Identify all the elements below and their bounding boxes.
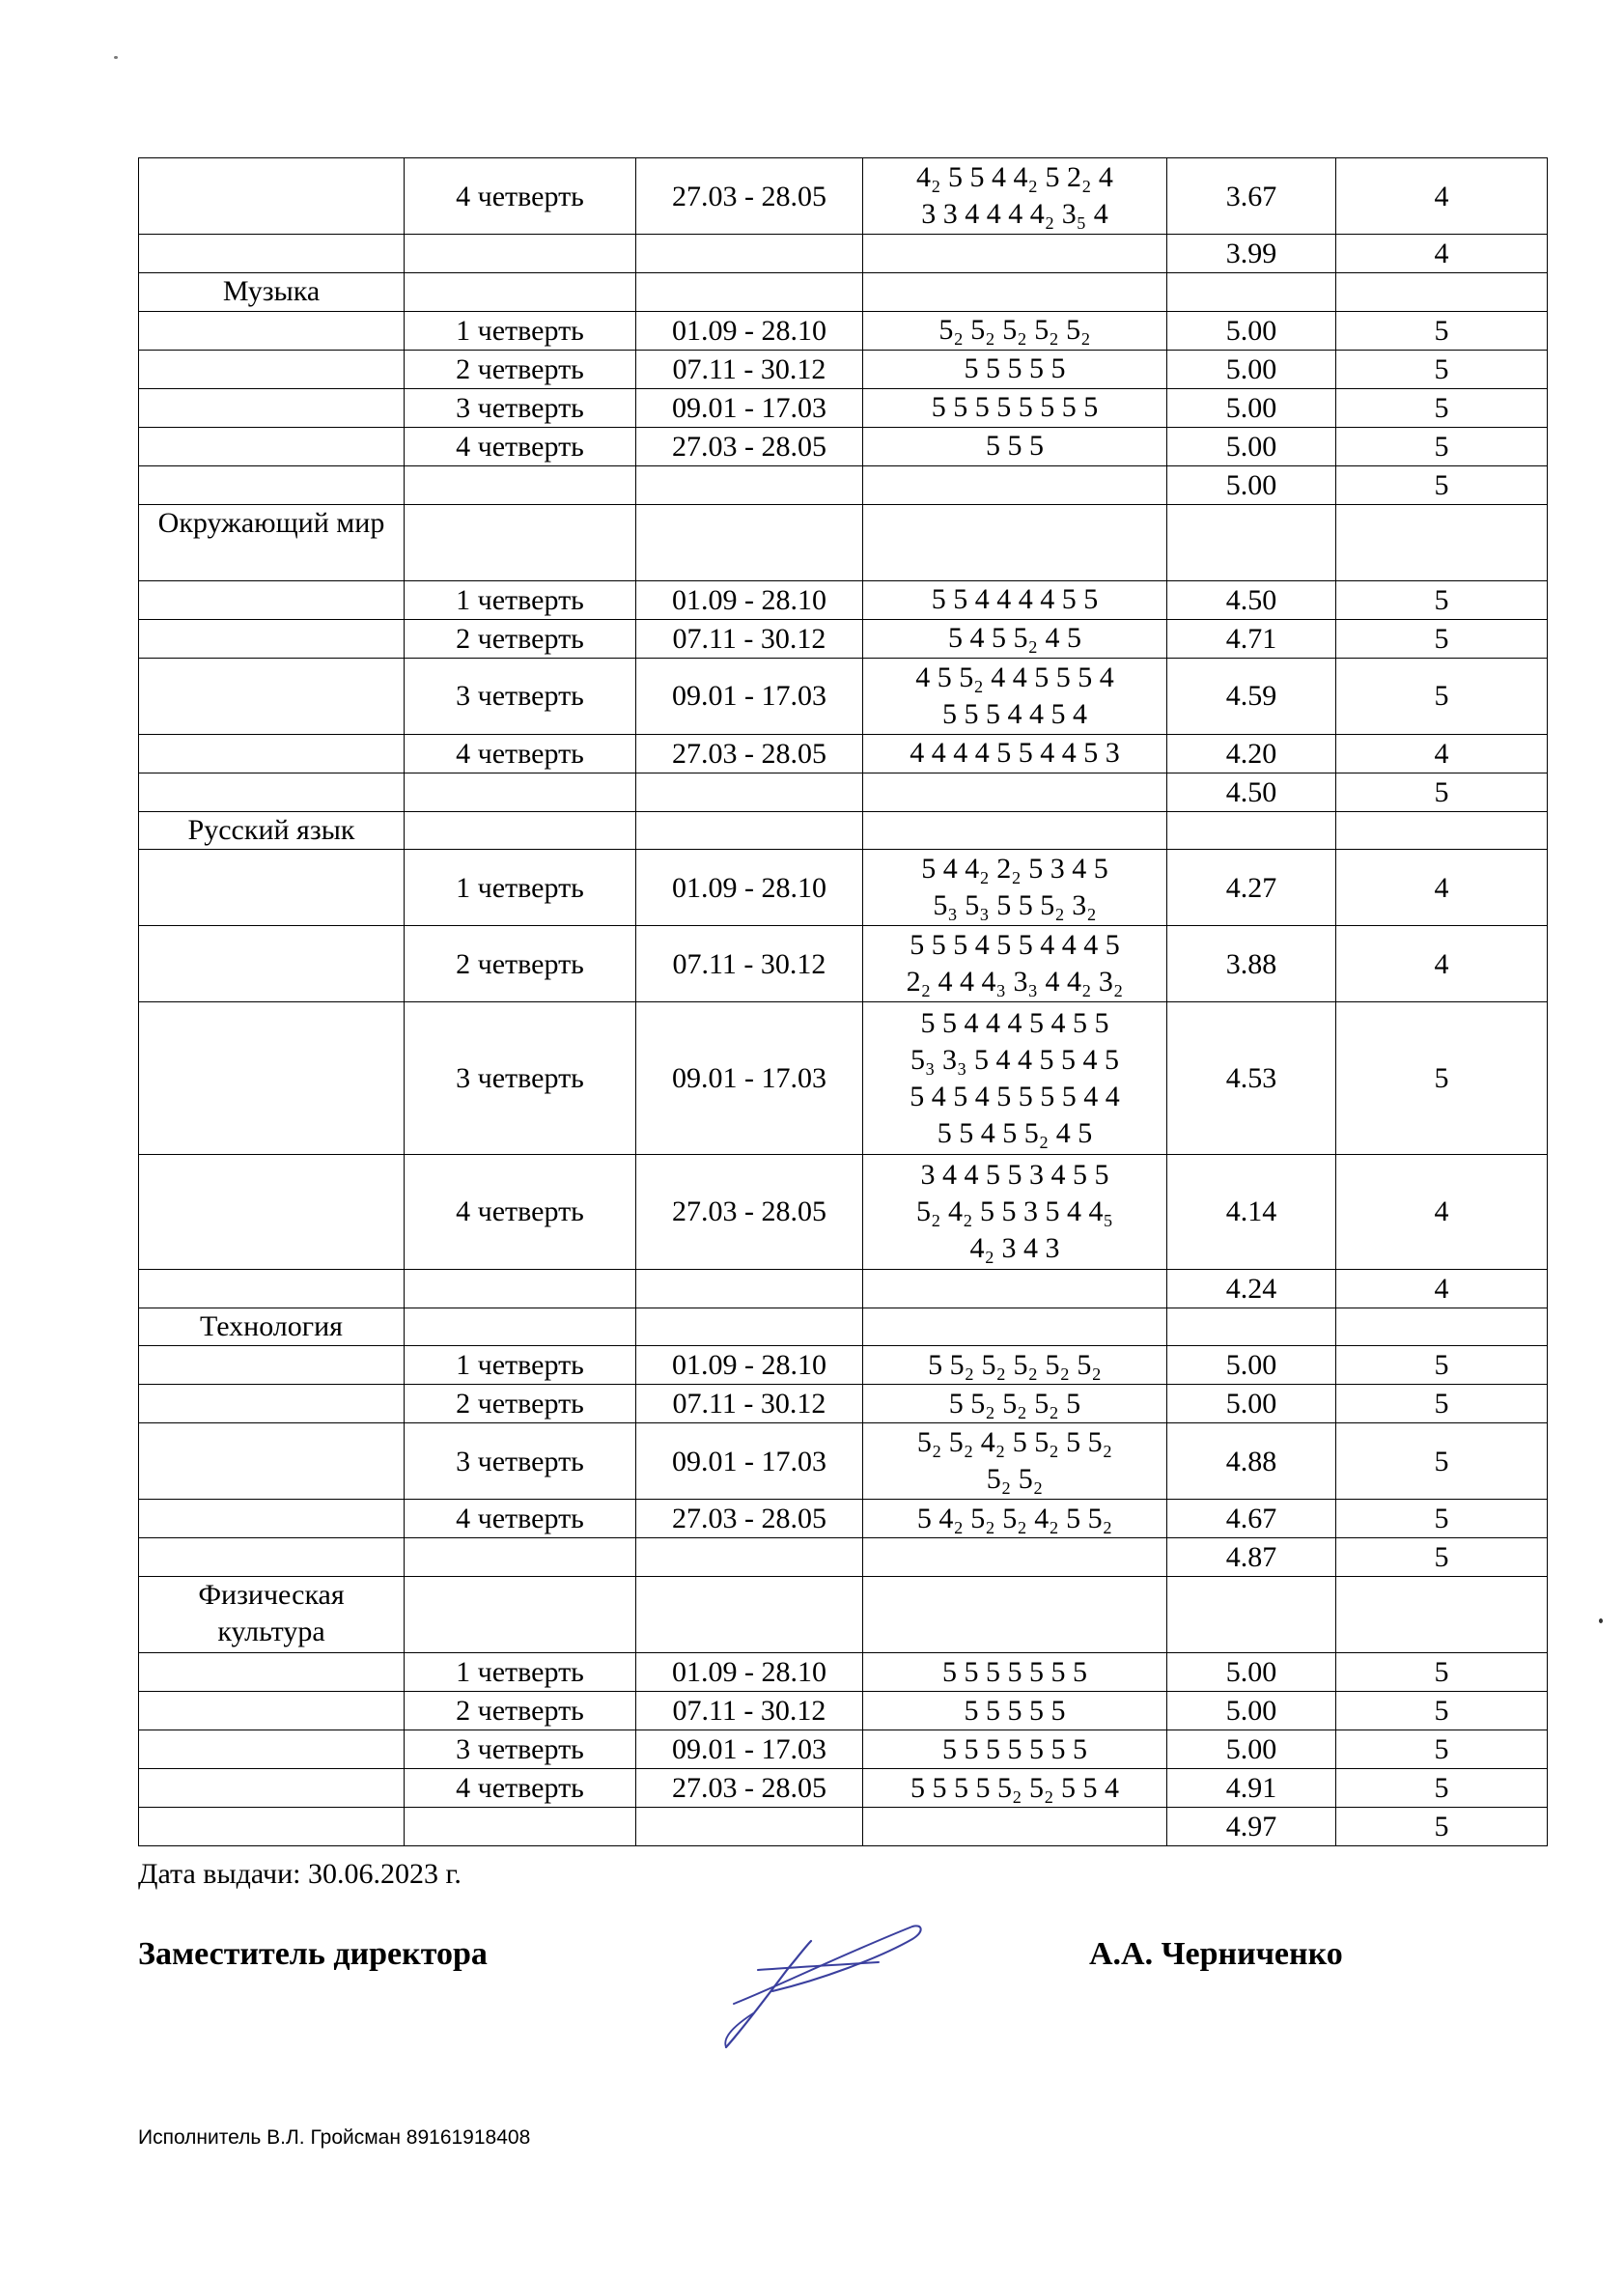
marks-cell [863,658,1167,734]
marks-cell [863,311,1167,350]
grade-cell: 5 [1336,1385,1548,1423]
dates-cell: 09.01 - 17.03 [636,1730,863,1769]
period-cell: 3 четверть [405,388,636,427]
subject-cell [139,658,405,734]
dates-cell: 27.03 - 28.05 [636,1500,863,1538]
dates-cell: 07.11 - 30.12 [636,1385,863,1423]
table-row [139,1769,1548,1808]
average-cell: 5.00 [1167,350,1336,388]
period-cell: 4 четверть [405,1769,636,1808]
period-cell: 2 четверть [405,619,636,658]
table-row [139,1808,1548,1846]
dates-cell: 01.09 - 28.10 [636,1346,863,1385]
subject-cell [139,427,405,465]
grade-cell: 5 [1336,1692,1548,1730]
marks-cell [863,1577,1167,1653]
scan-speck [114,56,118,59]
marks-cell [863,465,1167,504]
subject-cell [139,580,405,619]
dates-cell: 07.11 - 30.12 [636,926,863,1002]
subject-cell: Русский язык [139,811,405,850]
subject-cell [139,1002,405,1155]
subject-cell [139,1653,405,1692]
dates-cell [636,504,863,580]
period-cell [405,773,636,811]
signatory-role: Заместитель директора [138,1936,488,1972]
subject-cell [139,1423,405,1500]
signatory-name: А.А. Черниченко [1089,1936,1343,1972]
marks-line: 5₃ 3₃ 5 4 4 5 5 4 5 [910,1043,1119,1076]
marks-cell [863,1155,1167,1270]
dates-cell: 09.01 - 17.03 [636,388,863,427]
average-cell: 4.67 [1167,1500,1336,1538]
dates-cell: 01.09 - 28.10 [636,1653,863,1692]
average-cell: 5.00 [1167,388,1336,427]
grades-table-body [139,158,1548,1846]
average-cell [1167,811,1336,850]
dates-cell: 01.09 - 28.10 [636,850,863,926]
grade-cell [1336,504,1548,580]
marks-line: 5 5 5 5 5 [964,352,1066,384]
marks-cell [863,388,1167,427]
subject-cell [139,465,405,504]
dates-cell: 27.03 - 28.05 [636,1769,863,1808]
average-cell: 4.20 [1167,734,1336,773]
grade-cell [1336,811,1548,850]
marks-line: 5 5 5 4 5 5 4 4 4 5 [910,929,1120,961]
average-cell: 3.67 [1167,158,1336,235]
marks-cell [863,1730,1167,1769]
period-cell: 1 четверть [405,580,636,619]
period-cell: 4 четверть [405,427,636,465]
subject-cell: Физическая культура [139,1577,405,1653]
grade-cell: 5 [1336,580,1548,619]
subject-cell: Технология [139,1308,405,1346]
grade-cell: 5 [1336,1653,1548,1692]
dates-cell: 01.09 - 28.10 [636,580,863,619]
grade-cell: 5 [1336,311,1548,350]
marks-line: 4₂ 3 4 3 [969,1231,1060,1264]
table-row [139,926,1548,1002]
marks-cell [863,1769,1167,1808]
subject-cell: Музыка [139,273,405,312]
average-cell: 4.50 [1167,580,1336,619]
subject-cell [139,926,405,1002]
marks-line: 2₂ 4 4 4₃ 3₃ 4 4₂ 3₂ [906,966,1124,998]
marks-cell [863,580,1167,619]
grade-cell: 5 [1336,658,1548,734]
issue-date: Дата выдачи: 30.06.2023 г. [138,1858,462,1890]
dates-cell: 07.11 - 30.12 [636,619,863,658]
table-row [139,504,1548,580]
table-row [139,619,1548,658]
average-cell: 5.00 [1167,1730,1336,1769]
marks-cell [863,235,1167,273]
grade-cell: 5 [1336,1423,1548,1500]
dates-cell [636,465,863,504]
marks-line: 5₂ 4₂ 5 5 3 5 4 4₅ [916,1195,1113,1227]
grade-cell: 5 [1336,619,1548,658]
table-row [139,1653,1548,1692]
period-cell: 4 четверть [405,1155,636,1270]
grade-cell: 5 [1336,1730,1548,1769]
average-cell: 4.97 [1167,1808,1336,1846]
marks-line: 5 5₂ 5₂ 5₂ 5 [948,1387,1081,1420]
dates-cell: 01.09 - 28.10 [636,311,863,350]
grade-cell [1336,1577,1548,1653]
period-cell: 2 четверть [405,926,636,1002]
table-row [139,1538,1548,1577]
marks-cell [863,427,1167,465]
marks-line: 5 5 4 5 5₂ 4 5 [937,1116,1093,1149]
grade-cell: 5 [1336,1002,1548,1155]
period-cell [405,1808,636,1846]
marks-cell [863,1538,1167,1577]
subject-cell [139,350,405,388]
period-cell: 4 четверть [405,1500,636,1538]
period-cell [405,1269,636,1308]
marks-cell [863,1653,1167,1692]
period-cell: 1 четверть [405,1346,636,1385]
table-row [139,1730,1548,1769]
subject-cell [139,1500,405,1538]
average-cell [1167,1577,1336,1653]
dates-cell [636,1269,863,1308]
marks-cell [863,1002,1167,1155]
dates-cell: 09.01 - 17.03 [636,1002,863,1155]
marks-line: 5 5 5 5 5 [964,1694,1066,1727]
subject-cell [139,1730,405,1769]
table-row [139,773,1548,811]
table-row [139,311,1548,350]
signature [714,1912,937,2057]
dates-cell [636,235,863,273]
dates-cell: 07.11 - 30.12 [636,350,863,388]
table-row [139,734,1548,773]
dates-cell [636,811,863,850]
average-cell: 4.59 [1167,658,1336,734]
period-cell [405,465,636,504]
dates-cell [636,773,863,811]
average-cell: 4.88 [1167,1423,1336,1500]
grade-cell: 5 [1336,1808,1548,1846]
marks-line: 5 4 4₂ 2₂ 5 3 4 5 [921,853,1108,885]
marks-line: 4 4 4 4 5 5 4 4 5 3 [910,737,1120,769]
grade-cell: 5 [1336,388,1548,427]
period-cell [405,811,636,850]
dates-cell [636,1538,863,1577]
marks-line: 5 5₂ 5₂ 5₂ 5₂ 5₂ [928,1348,1102,1381]
dates-cell: 27.03 - 28.05 [636,1155,863,1270]
table-row [139,1308,1548,1346]
subject-cell [139,235,405,273]
average-cell: 5.00 [1167,311,1336,350]
grade-cell: 4 [1336,734,1548,773]
average-cell: 3.99 [1167,235,1336,273]
scan-speck [1599,1618,1603,1623]
table-row [139,273,1548,312]
dates-cell [636,273,863,312]
dates-cell: 27.03 - 28.05 [636,158,863,235]
marks-cell [863,811,1167,850]
average-cell: 5.00 [1167,427,1336,465]
grade-cell: 4 [1336,1269,1548,1308]
marks-cell [863,926,1167,1002]
grade-cell: 5 [1336,465,1548,504]
marks-cell [863,734,1167,773]
period-cell [405,1538,636,1577]
marks-cell [863,1308,1167,1346]
period-cell: 4 четверть [405,158,636,235]
dates-cell: 07.11 - 30.12 [636,1692,863,1730]
marks-cell [863,619,1167,658]
marks-cell [863,350,1167,388]
dates-cell: 09.01 - 17.03 [636,1423,863,1500]
table-row [139,658,1548,734]
dates-cell [636,1808,863,1846]
average-cell: 4.14 [1167,1155,1336,1270]
subject-cell [139,619,405,658]
grade-cell: 4 [1336,158,1548,235]
period-cell: 1 четверть [405,311,636,350]
table-row [139,427,1548,465]
table-row [139,1500,1548,1538]
marks-line: 5₃ 5₃ 5 5 5₂ 3₂ [933,889,1097,921]
average-cell: 5.00 [1167,1385,1336,1423]
grade-cell: 5 [1336,427,1548,465]
table-row [139,1155,1548,1270]
marks-cell [863,1269,1167,1308]
marks-cell [863,1385,1167,1423]
marks-line: 4 5 5₂ 4 4 5 5 5 4 [915,661,1114,693]
marks-line: 5₂ 5₂ [986,1463,1044,1495]
subject-cell [139,1538,405,1577]
marks-cell [863,1423,1167,1500]
table-row [139,850,1548,926]
grades-table [138,157,1548,1846]
table-row [139,1577,1548,1653]
average-cell: 4.27 [1167,850,1336,926]
marks-line: 5 5 5 5 5 5 5 [942,1732,1087,1765]
grade-cell: 5 [1336,1346,1548,1385]
subject-cell [139,1155,405,1270]
period-cell [405,504,636,580]
period-cell: 4 четверть [405,734,636,773]
period-cell: 1 четверть [405,850,636,926]
average-cell: 4.71 [1167,619,1336,658]
table-row [139,1692,1548,1730]
marks-cell [863,1808,1167,1846]
table-row [139,388,1548,427]
dates-cell: 27.03 - 28.05 [636,734,863,773]
subject-cell [139,1269,405,1308]
marks-line: 5 5 5 5 5 5 5 5 [931,391,1099,423]
marks-line: 5 5 4 4 4 5 4 5 5 [920,1006,1109,1039]
average-cell: 5.00 [1167,465,1336,504]
marks-cell [863,850,1167,926]
average-cell [1167,504,1336,580]
table-row [139,1346,1548,1385]
table-row [139,1002,1548,1155]
average-cell: 4.53 [1167,1002,1336,1155]
period-cell [405,1577,636,1653]
period-cell [405,1308,636,1346]
marks-cell [863,1500,1167,1538]
average-cell [1167,1308,1336,1346]
period-cell: 3 четверть [405,1423,636,1500]
table-row [139,235,1548,273]
grade-cell: 4 [1336,850,1548,926]
period-cell [405,235,636,273]
grade-cell: 4 [1336,235,1548,273]
grade-cell [1336,273,1548,312]
subject-cell [139,1808,405,1846]
marks-cell [863,158,1167,235]
period-cell: 3 четверть [405,658,636,734]
subject-cell [139,850,405,926]
subject-cell [139,388,405,427]
table-row [139,811,1548,850]
marks-cell [863,1692,1167,1730]
marks-line: 5 5 5 [986,430,1044,462]
table-row [139,465,1548,504]
average-cell: 5.00 [1167,1653,1336,1692]
subject-cell [139,734,405,773]
table-row [139,1385,1548,1423]
subject-cell: Окружающий мир [139,504,405,580]
marks-line: 3 4 4 5 5 3 4 5 5 [920,1158,1109,1191]
subject-cell [139,311,405,350]
marks-line: 5 4 5 5₂ 4 5 [948,622,1081,654]
marks-cell [863,1346,1167,1385]
grade-cell: 5 [1336,350,1548,388]
average-cell: 3.88 [1167,926,1336,1002]
grade-cell: 4 [1336,926,1548,1002]
marks-line: 5₂ 5₂ 5₂ 5₂ 5₂ [938,314,1091,346]
marks-line: 5₂ 5₂ 4₂ 5 5₂ 5 5₂ [916,1426,1113,1458]
table-row [139,350,1548,388]
average-cell: 4.87 [1167,1538,1336,1577]
table-row [139,1423,1548,1500]
marks-cell [863,773,1167,811]
table-row [139,158,1548,235]
grade-cell: 5 [1336,773,1548,811]
grade-cell: 5 [1336,1769,1548,1808]
marks-line: 5 5 5 5 5₂ 5₂ 5 5 4 [910,1771,1119,1804]
average-cell: 5.00 [1167,1346,1336,1385]
executor-note: Исполнитель В.Л. Гройсман 89161918408 [138,2126,531,2149]
subject-cell [139,1385,405,1423]
marks-line: 5 5 5 5 5 5 5 [942,1655,1087,1688]
period-cell: 2 четверть [405,1385,636,1423]
dates-cell: 09.01 - 17.03 [636,658,863,734]
subject-cell [139,1692,405,1730]
dates-cell [636,1577,863,1653]
average-cell: 4.50 [1167,773,1336,811]
period-cell: 1 четверть [405,1653,636,1692]
period-cell: 2 четверть [405,1692,636,1730]
period-cell: 3 четверть [405,1730,636,1769]
period-cell: 3 четверть [405,1002,636,1155]
marks-line: 5 4 5 4 5 5 5 5 4 4 [910,1080,1120,1112]
subject-cell [139,773,405,811]
subject-cell [139,158,405,235]
marks-line: 4₂ 5 5 4 4₂ 5 2₂ 4 [916,161,1113,193]
table-row [139,1269,1548,1308]
average-cell: 4.24 [1167,1269,1336,1308]
subject-cell [139,1769,405,1808]
dates-cell [636,1308,863,1346]
grade-cell: 4 [1336,1155,1548,1270]
subject-cell [139,1346,405,1385]
period-cell: 2 четверть [405,350,636,388]
period-cell [405,273,636,312]
marks-line: 3 3 4 4 4 4₂ 3₅ 4 [921,198,1108,230]
dates-cell: 27.03 - 28.05 [636,427,863,465]
marks-line: 5 5 4 4 4 4 5 5 [931,583,1099,615]
average-cell: 5.00 [1167,1692,1336,1730]
marks-cell [863,273,1167,312]
marks-line: 5 4₂ 5₂ 5₂ 4₂ 5 5₂ [916,1502,1113,1534]
grade-cell: 5 [1336,1538,1548,1577]
table-row [139,580,1548,619]
marks-line: 5 5 5 4 4 5 4 [942,697,1087,730]
grade-cell: 5 [1336,1500,1548,1538]
marks-cell [863,504,1167,580]
average-cell [1167,273,1336,312]
grade-cell [1336,1308,1548,1346]
average-cell: 4.91 [1167,1769,1336,1808]
